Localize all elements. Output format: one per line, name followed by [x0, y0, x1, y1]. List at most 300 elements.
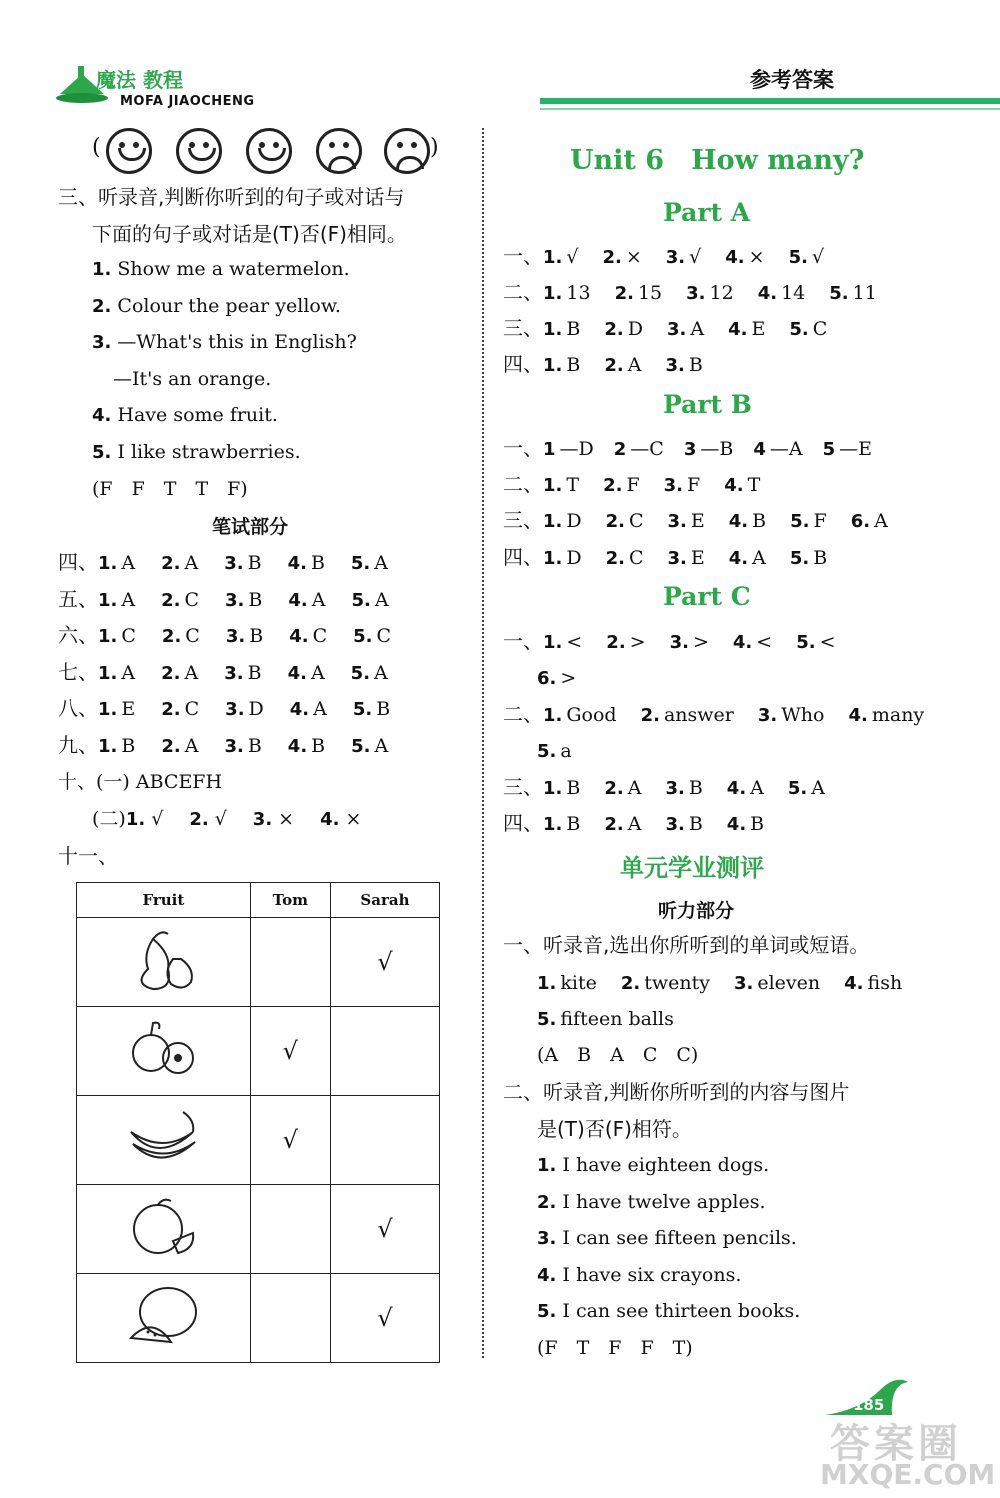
answer-row-a4-num: 2.: [604, 355, 624, 376]
answer-row-num: 3.: [224, 662, 244, 684]
answer-row-b1-value: —A: [769, 438, 803, 460]
answer-row-c1b-value: >: [560, 667, 577, 689]
answer-row-b4-value: D: [566, 547, 582, 569]
answer-row: [58, 549, 414, 577]
answer-row-num: 2.: [161, 736, 181, 757]
answer-row-a3-num: 4.: [728, 319, 748, 340]
q10-num: 4.: [320, 809, 340, 830]
listening-item: [92, 439, 301, 466]
answer-row-a2-value: 11: [852, 282, 877, 304]
answer-row-t1a-value: kite: [560, 972, 597, 994]
answer-row-num: 3.: [225, 589, 245, 611]
answer-row-c1-value: <: [819, 631, 836, 653]
pear-icon: [78, 924, 249, 1000]
answer-row-b2-value: F: [687, 474, 701, 496]
answer-row-c3-num: 2.: [604, 778, 624, 799]
part-a-title: Part A: [663, 198, 751, 227]
t1-prompt: 一、听录音,选出你所听到的单词或短语。: [503, 933, 870, 957]
answer-row-a2-num: 5.: [829, 283, 849, 304]
answer-row-b3-value: F: [813, 510, 827, 532]
answer-row-b4: [503, 544, 851, 572]
answer-row-a2-value: 12: [709, 282, 734, 304]
answer-row-t1b-value: fifteen balls: [560, 1008, 674, 1030]
answer-row-c2-value: many: [871, 704, 925, 726]
answer-row-t1b-num: 5.: [537, 1009, 557, 1030]
item-number: 2.: [537, 1191, 557, 1213]
sarah-cell: √: [330, 1274, 439, 1363]
answer-row-num: 5.: [351, 736, 371, 757]
item-number: 3.: [92, 332, 112, 354]
item-text: I have six crayons.: [556, 1263, 742, 1286]
sarah-cell: √: [330, 918, 439, 1007]
answer-row-b1-value: —D: [559, 438, 594, 460]
answer-row-num: 5.: [350, 662, 371, 684]
answer-row-b4-prefix: 四、: [503, 545, 543, 569]
unit-title: Unit 6 How many?: [570, 145, 865, 176]
answer-row-c1-value: <: [566, 631, 583, 653]
answer-row-c1-num: 5.: [796, 632, 816, 653]
answer-row-c1-prefix: 一、: [503, 629, 543, 653]
answer-row-value: D: [248, 698, 264, 721]
item-text: I can see thirteen books.: [556, 1300, 801, 1323]
answer-row-value: A: [184, 552, 199, 574]
answer-row-num: 4.: [288, 589, 308, 611]
answer-row-c4-value: A: [627, 813, 642, 835]
t2-item: [537, 1262, 741, 1289]
listening-section-title: 听力部分: [658, 900, 735, 922]
item-number: 1.: [92, 259, 112, 280]
answer-row-c1-value: <: [756, 631, 773, 653]
answer-row-a3-num: 3.: [666, 319, 687, 340]
written-section-title: 笔试部分: [212, 516, 289, 538]
answer-row-c3-num: 4.: [726, 778, 747, 799]
answer-row-c4-num: 4.: [726, 814, 747, 835]
answer-row-a3-value: A: [690, 318, 705, 340]
answer-row-t1a-num: 2.: [620, 973, 641, 994]
answer-row-t1a-num: 4.: [844, 973, 864, 994]
answer-row-a2-value: 13: [566, 282, 591, 304]
answer-row-value: B: [376, 698, 391, 721]
answer-row-num: 1.: [98, 553, 118, 574]
answer-row-c2: [503, 701, 948, 729]
answer-row-a3: [503, 315, 851, 343]
answer-row-a4-num: 1.: [543, 355, 563, 376]
answer-row-a2-num: 1.: [543, 283, 563, 304]
answer-row-c3-value: A: [627, 777, 642, 799]
table-row: [77, 1185, 440, 1274]
answer-row-c3-value: A: [750, 777, 764, 799]
answer-row-num: 2.: [161, 553, 181, 574]
answer-row-value: B: [247, 661, 262, 684]
answer-row-a1: [503, 243, 848, 271]
q10-part2: [92, 806, 387, 833]
answer-row-c3-value: B: [688, 777, 703, 799]
fruit-cell: [77, 1096, 251, 1185]
answer-row-c3-value: B: [566, 777, 581, 799]
answer-row-c2-num: 1.: [543, 705, 563, 726]
item-text: I have eighteen dogs.: [556, 1154, 770, 1176]
answer-row-prefix: 七、: [58, 659, 98, 684]
answer-row-num: 1.: [98, 662, 118, 684]
answer-row-a1-prefix: 一、: [503, 244, 543, 268]
faces-close-paren: ): [430, 135, 439, 160]
answer-row-num: 5.: [353, 626, 373, 648]
answer-row-value: B: [310, 552, 325, 574]
answer-row-a4: [503, 351, 727, 379]
q10-num: 1.: [125, 809, 146, 830]
answer-row-b2-value: F: [626, 474, 640, 496]
answer-row-b3-num: 2.: [605, 511, 625, 532]
sarah-cell: [330, 1096, 439, 1185]
t2-answers: (F T F F T): [537, 1337, 693, 1359]
answer-row-b3-num: 6.: [850, 511, 871, 532]
q10-num: 3.: [252, 809, 273, 830]
column-divider: [482, 128, 484, 1358]
answer-row-value: C: [121, 625, 136, 648]
answer-row-b1-num: 4: [753, 439, 766, 460]
answer-row-num: 3.: [224, 736, 244, 757]
answer-row-a1-value: √: [811, 246, 825, 268]
sad-face-icon: [384, 128, 430, 174]
fruit-cell: [77, 918, 251, 1007]
answer-row-a1-num: 3.: [665, 247, 686, 268]
sad-face-icon: [316, 128, 362, 174]
banana-icon: [78, 1102, 249, 1178]
answer-row-num: 3.: [224, 553, 244, 574]
page-number: 185: [853, 1396, 885, 1414]
answer-row-b2-num: 3.: [663, 475, 683, 496]
answer-row-num: 1.: [98, 626, 118, 648]
answer-row-c2-num: 3.: [757, 705, 778, 726]
q10-num: 2.: [189, 809, 209, 830]
q10-part2-prefix: (二): [92, 808, 126, 830]
answer-row-num: 4.: [287, 662, 307, 684]
answer-row-value: C: [184, 698, 200, 721]
answer-row-b3-value: E: [690, 510, 705, 532]
watermark: 答案圈: [830, 1421, 962, 1467]
tom-cell: √: [250, 1096, 330, 1185]
answer-row-c1-num: 2.: [606, 632, 626, 653]
answer-row-a3-num: 1.: [543, 319, 563, 340]
t2-item: [537, 1298, 800, 1325]
q10-value: √: [214, 808, 227, 830]
answer-row-c2-value: answer: [663, 704, 734, 726]
answer-row-num: 2.: [161, 699, 181, 721]
fruit-cell: [77, 1185, 251, 1274]
answer-row-c4-value: B: [566, 813, 581, 835]
answer-row-c1b-num: 6.: [537, 668, 557, 689]
answer-row: [58, 586, 415, 614]
item-text: I have twelve apples.: [556, 1190, 766, 1213]
answer-row-c1b: [537, 664, 600, 692]
answer-row-b1-num: 3: [683, 439, 697, 460]
item-text: I like strawberries.: [111, 441, 301, 463]
answer-row-c3-prefix: 三、: [503, 775, 543, 799]
answer-row-a3-value: D: [627, 318, 643, 340]
answer-row-value: A: [311, 588, 326, 611]
answer-row-b4-num: 4.: [728, 548, 749, 569]
header-bar: [540, 98, 1000, 104]
answer-row-a2-num: 2.: [614, 283, 634, 304]
answer-row-c4-num: 3.: [665, 814, 685, 835]
answer-row-b1-num: 1: [543, 439, 556, 460]
listening-item: [113, 366, 271, 393]
part-b-title: Part B: [663, 390, 752, 419]
listening-item: [92, 256, 350, 283]
answer-row-value: B: [247, 735, 262, 757]
answer-row-value: A: [374, 735, 389, 757]
answer-row-a4-value: B: [688, 354, 703, 376]
q3-prompt: 三、听录音,判断你听到的句子或对话与: [58, 185, 405, 209]
answer-row-a3-num: 5.: [789, 319, 809, 340]
answer-row-t1a-num: 1.: [537, 973, 557, 994]
answer-row-value: A: [121, 588, 136, 611]
answer-row-b3-num: 5.: [790, 511, 810, 532]
answer-row-t1a-value: fish: [867, 972, 903, 994]
answer-row-num: 1.: [98, 589, 118, 611]
item-number: 1.: [537, 1155, 557, 1176]
tom-cell: [250, 1185, 330, 1274]
answer-row-value: C: [185, 625, 200, 648]
item-number: 5.: [537, 1301, 557, 1323]
answer-row-a1-num: 1.: [543, 247, 563, 268]
answer-row-c2b-value: a: [560, 740, 572, 762]
answer-row-a4-value: A: [627, 354, 642, 376]
answer-row-b2-num: 4.: [724, 475, 744, 496]
answer-row-b1: [503, 435, 892, 463]
answer-row-num: 2.: [161, 589, 181, 611]
answer-row-num: 4.: [287, 553, 307, 574]
answer-row: [58, 659, 414, 687]
answer-row-value: A: [374, 661, 388, 684]
answer-row-c3: [503, 774, 849, 802]
listening-item: [92, 329, 357, 356]
answer-row-num: 4.: [287, 736, 308, 757]
answer-row-c4-prefix: 四、: [503, 811, 543, 835]
answer-row-b1-prefix: 一、: [503, 436, 543, 460]
item-number: 2.: [92, 295, 112, 317]
answer-row-t1a: [537, 969, 926, 997]
q10-part1: 十、(一) ABCEFH: [58, 771, 223, 793]
q3-answers: (F F T T F): [92, 478, 248, 500]
answer-row-c2-num: 4.: [848, 705, 868, 726]
listening-item: [92, 402, 278, 429]
part-c-title: Part C: [663, 582, 751, 611]
answer-row-b1-num: 2: [613, 439, 627, 460]
logo-en: MOFA JIAOCHENG: [120, 94, 255, 109]
answer-row-a2: [503, 279, 901, 307]
answer-row-c3-value: A: [811, 777, 826, 799]
answer-row-b4-num: 3.: [667, 548, 687, 569]
answer-row-b2-value: T: [747, 474, 761, 496]
smile-face-icon: [246, 128, 292, 174]
answer-row-value: C: [184, 588, 200, 611]
answer-row-a3-value: E: [751, 318, 766, 340]
table-header-sarah: Sarah: [330, 883, 439, 918]
answer-row-c2b: [537, 737, 596, 765]
answer-row-c1-num: 3.: [669, 632, 689, 653]
answer-row-c1-value: >: [692, 631, 709, 653]
answer-row-value: B: [311, 735, 326, 757]
answer-row-num: 5.: [351, 589, 371, 611]
answer-row-value: B: [248, 588, 263, 611]
fruit-cell: [77, 1274, 251, 1363]
answer-row-prefix: 六、: [58, 623, 98, 648]
answer-row: [58, 622, 417, 650]
answer-row-b3-value: D: [566, 510, 582, 532]
answer-row-value: A: [184, 661, 199, 684]
answer-row-a3-value: B: [566, 318, 581, 340]
sarah-cell: [330, 1007, 439, 1096]
table-row: [77, 1007, 440, 1096]
answer-row-b3-value: B: [752, 510, 767, 532]
header-bar-thin: [540, 108, 1000, 110]
answer-row-c4-num: 1.: [543, 814, 563, 835]
answer-row-a3-value: C: [812, 318, 828, 340]
item-text: Show me a watermelon.: [111, 258, 350, 280]
answer-row-c4-value: B: [750, 813, 765, 835]
answer-row-c1-num: 1.: [543, 632, 563, 653]
answer-row-value: A: [374, 588, 389, 611]
answer-row-b1-value: —B: [700, 438, 734, 460]
answer-row-value: E: [121, 698, 136, 721]
answer-row-b2-value: T: [566, 474, 580, 496]
answer-row-c3-num: 5.: [787, 778, 808, 799]
answer-row-prefix: 九、: [58, 733, 98, 757]
answer-row-a4-prefix: 四、: [503, 352, 543, 376]
answer-row-value: C: [376, 625, 392, 648]
answer-row-t1a-value: eleven: [757, 972, 821, 994]
answer-row-a1-num: 4.: [725, 247, 745, 268]
watermelon-icon: [78, 1280, 249, 1356]
smile-face-icon: [106, 128, 152, 174]
answer-row-a4-num: 3.: [665, 355, 685, 376]
answer-row-b4-num: 5.: [789, 548, 810, 569]
fruit-table: [76, 882, 440, 1363]
answer-row-value: C: [312, 625, 328, 648]
t2-item: [537, 1152, 769, 1179]
answer-row-num: 5.: [352, 699, 373, 721]
answer-row-t1a-value: twenty: [644, 972, 710, 994]
unit-test-title: 单元学业测评: [620, 854, 764, 882]
answer-row-value: A: [374, 552, 389, 574]
answer-row-c2-value: Who: [781, 704, 825, 726]
answer-row-a2-value: 15: [637, 282, 663, 304]
answer-row-b3-num: 1.: [543, 511, 563, 532]
answer-row-b2-num: 2.: [603, 475, 623, 496]
answer-row-b3-value: A: [874, 510, 888, 532]
item-text: I can see fifteen pencils.: [556, 1227, 797, 1250]
answer-row-value: A: [121, 552, 136, 574]
answer-row-num: 4.: [289, 626, 309, 648]
answer-row-c2b-num: 5.: [537, 741, 557, 762]
answer-row-c1-value: >: [629, 631, 646, 653]
item-text: Have some fruit.: [111, 404, 278, 427]
t2-item: [537, 1189, 766, 1216]
smile-face-icon: [176, 128, 222, 174]
table-header-tom: Tom: [250, 883, 330, 918]
answer-row-num: 3.: [225, 626, 246, 648]
answer-row-b4-num: 1.: [543, 548, 563, 569]
t2-prompt: 二、听录音,判断你所听到的内容与图片: [503, 1080, 850, 1104]
answer-row-num: 3.: [225, 699, 245, 721]
logo-cn: 魔法 教程: [96, 68, 183, 92]
answer-row-c3-num: 1.: [543, 778, 563, 799]
item-text: Colour the pear yellow.: [111, 294, 341, 317]
answer-row-prefix: 五、: [58, 586, 98, 611]
answer-row-b4-value: B: [813, 547, 828, 569]
answer-row-b4-value: E: [690, 547, 705, 569]
answer-row-a2-num: 3.: [686, 283, 706, 304]
answer-row-num: 5.: [350, 553, 371, 574]
listening-item: [92, 293, 341, 320]
answer-row-a4-value: B: [566, 354, 581, 376]
fruit-cell: [77, 1007, 251, 1096]
answer-row-b2: [503, 471, 784, 499]
answer-row-value: A: [310, 661, 325, 684]
answer-row-c1-num: 4.: [732, 632, 753, 653]
answer-row-a3-prefix: 三、: [503, 316, 543, 340]
t2-item: [537, 1225, 797, 1252]
answer-row-a2-value: 14: [781, 282, 806, 304]
answer-row-c4: [503, 810, 788, 838]
answer-row-value: A: [121, 661, 136, 684]
table-row: [77, 918, 440, 1007]
answer-row-a1-num: 5.: [788, 247, 808, 268]
tom-cell: [250, 918, 330, 1007]
answer-row-a1-value: ×: [748, 246, 765, 268]
answer-row-num: 1.: [98, 736, 118, 757]
answer-row: [58, 732, 414, 760]
q10-value: ×: [278, 808, 295, 830]
q3-prompt-cont: 下面的句子或对话是(T)否(F)相同。: [92, 222, 407, 246]
table-row: [77, 1274, 440, 1363]
item-number: 3.: [537, 1228, 557, 1250]
answer-row-num: 4.: [289, 699, 310, 721]
answer-row-prefix: 四、: [58, 550, 98, 574]
answer-row-prefix: 八、: [58, 696, 98, 721]
tom-cell: [250, 1274, 330, 1363]
answer-row-value: A: [184, 735, 199, 757]
page-title: 参考答案: [750, 68, 834, 92]
answer-row-num: 2.: [161, 626, 182, 648]
answer-row-c1: [503, 628, 859, 656]
watermark-url: MXQE.COM: [820, 1458, 996, 1491]
answer-row-value: A: [313, 698, 327, 721]
answer-row-num: 1.: [98, 699, 118, 721]
answer-row-a3-num: 2.: [604, 319, 624, 340]
answer-row-b3: [503, 507, 912, 535]
answer-row-b1-value: —E: [839, 438, 873, 460]
answer-row-c4-value: B: [688, 813, 703, 835]
faces-open-paren: (: [92, 135, 101, 160]
answer-row-a1-value: √: [689, 246, 702, 268]
answer-row-num: 2.: [161, 662, 181, 684]
answer-row-b1-num: 5: [822, 439, 836, 460]
apple-icon: [78, 1013, 249, 1089]
answer-row-b3-value: C: [628, 510, 644, 532]
answer-row-value: B: [247, 552, 262, 574]
answer-row-c3-num: 3.: [665, 778, 685, 799]
answer-row-t1a-num: 3.: [733, 973, 754, 994]
q10-value: ×: [345, 808, 362, 830]
answer-row-b4-value: A: [752, 547, 766, 569]
answer-row-a1-value: ×: [625, 246, 642, 268]
answer-row: [58, 695, 416, 723]
answer-row-a2-prefix: 二、: [503, 280, 543, 304]
item-number: 4.: [92, 405, 112, 427]
t1-answers: (A B A C C): [537, 1044, 699, 1066]
